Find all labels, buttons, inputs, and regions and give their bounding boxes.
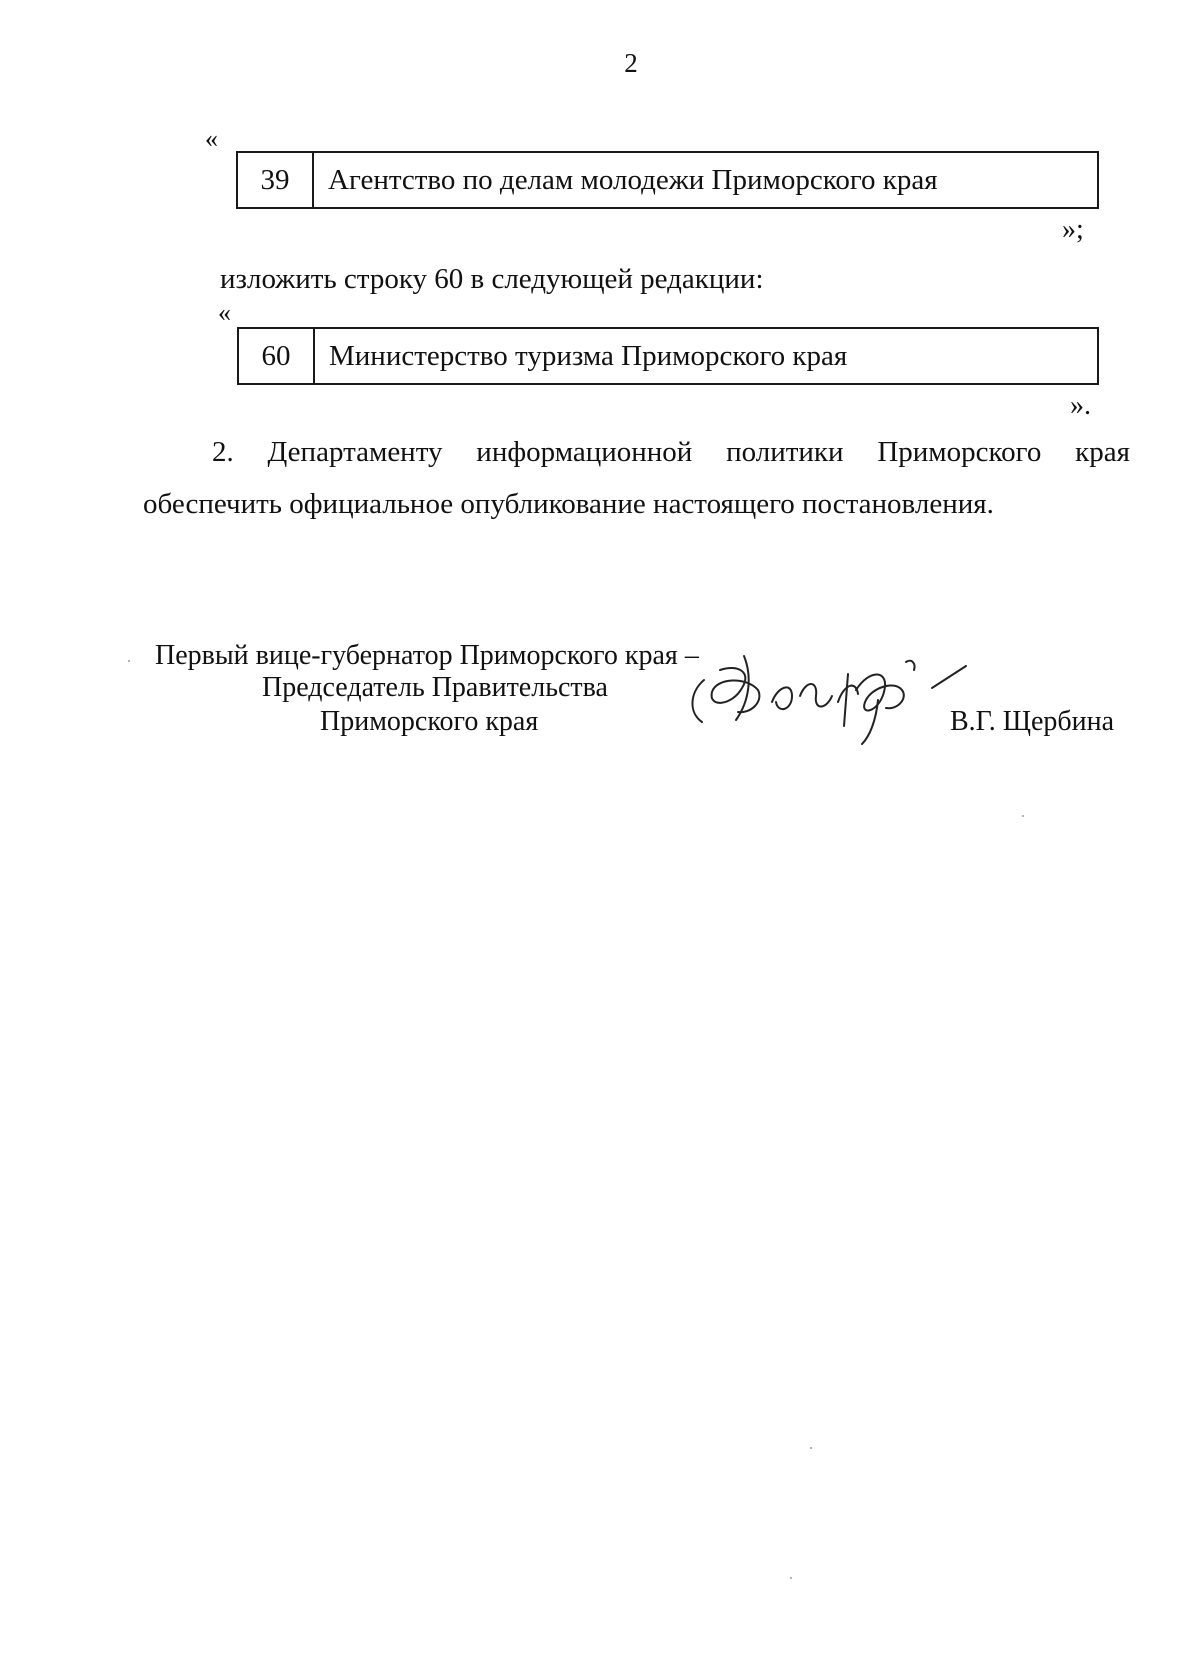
signatory-title-line-1: Первый вице-губернатор Приморского края – — [155, 640, 699, 671]
row-39-number: 39 — [237, 152, 313, 208]
scan-speck — [790, 1577, 792, 1579]
row-60-table — [237, 327, 1099, 385]
row-39-name: Агентство по делам молодежи Приморского края — [313, 152, 1098, 208]
paragraph-word: Департаменту — [267, 436, 443, 468]
paragraph-word: Приморского — [877, 436, 1042, 468]
signatory-title-line-3: Приморского края — [320, 706, 539, 737]
paragraph-word: информационной — [476, 436, 693, 468]
signatory-name: В.Г. Щербина — [950, 706, 1115, 737]
quote-open-60: « — [218, 298, 231, 327]
scan-speck — [1022, 815, 1024, 817]
scan-speck — [128, 660, 130, 662]
row-60-number: 60 — [238, 328, 314, 384]
paragraph-2-line-2: обеспечить официальное опубликование настоящего постановления. — [143, 488, 994, 520]
paragraph-word: края — [1075, 436, 1130, 468]
paragraph-2-line-1 — [212, 436, 1130, 469]
row-39-table — [236, 151, 1099, 209]
quote-open-39: « — [205, 124, 218, 153]
table-row — [238, 328, 1098, 384]
paragraph-word: политики — [726, 436, 844, 468]
table-row — [237, 152, 1098, 208]
signatory-title-line-2: Председатель Правительства — [262, 672, 608, 703]
scan-speck — [810, 1447, 812, 1449]
instruction-text: изложить строку 60 в следующей редакции: — [220, 263, 764, 295]
paragraph-word: 2. — [212, 436, 234, 468]
handwritten-signature — [680, 640, 980, 750]
quote-close-60: ». — [1070, 390, 1091, 421]
page-number: 2 — [624, 48, 638, 78]
row-60-name: Министерство туризма Приморского края — [314, 328, 1098, 384]
quote-close-39: »; — [1062, 214, 1084, 245]
